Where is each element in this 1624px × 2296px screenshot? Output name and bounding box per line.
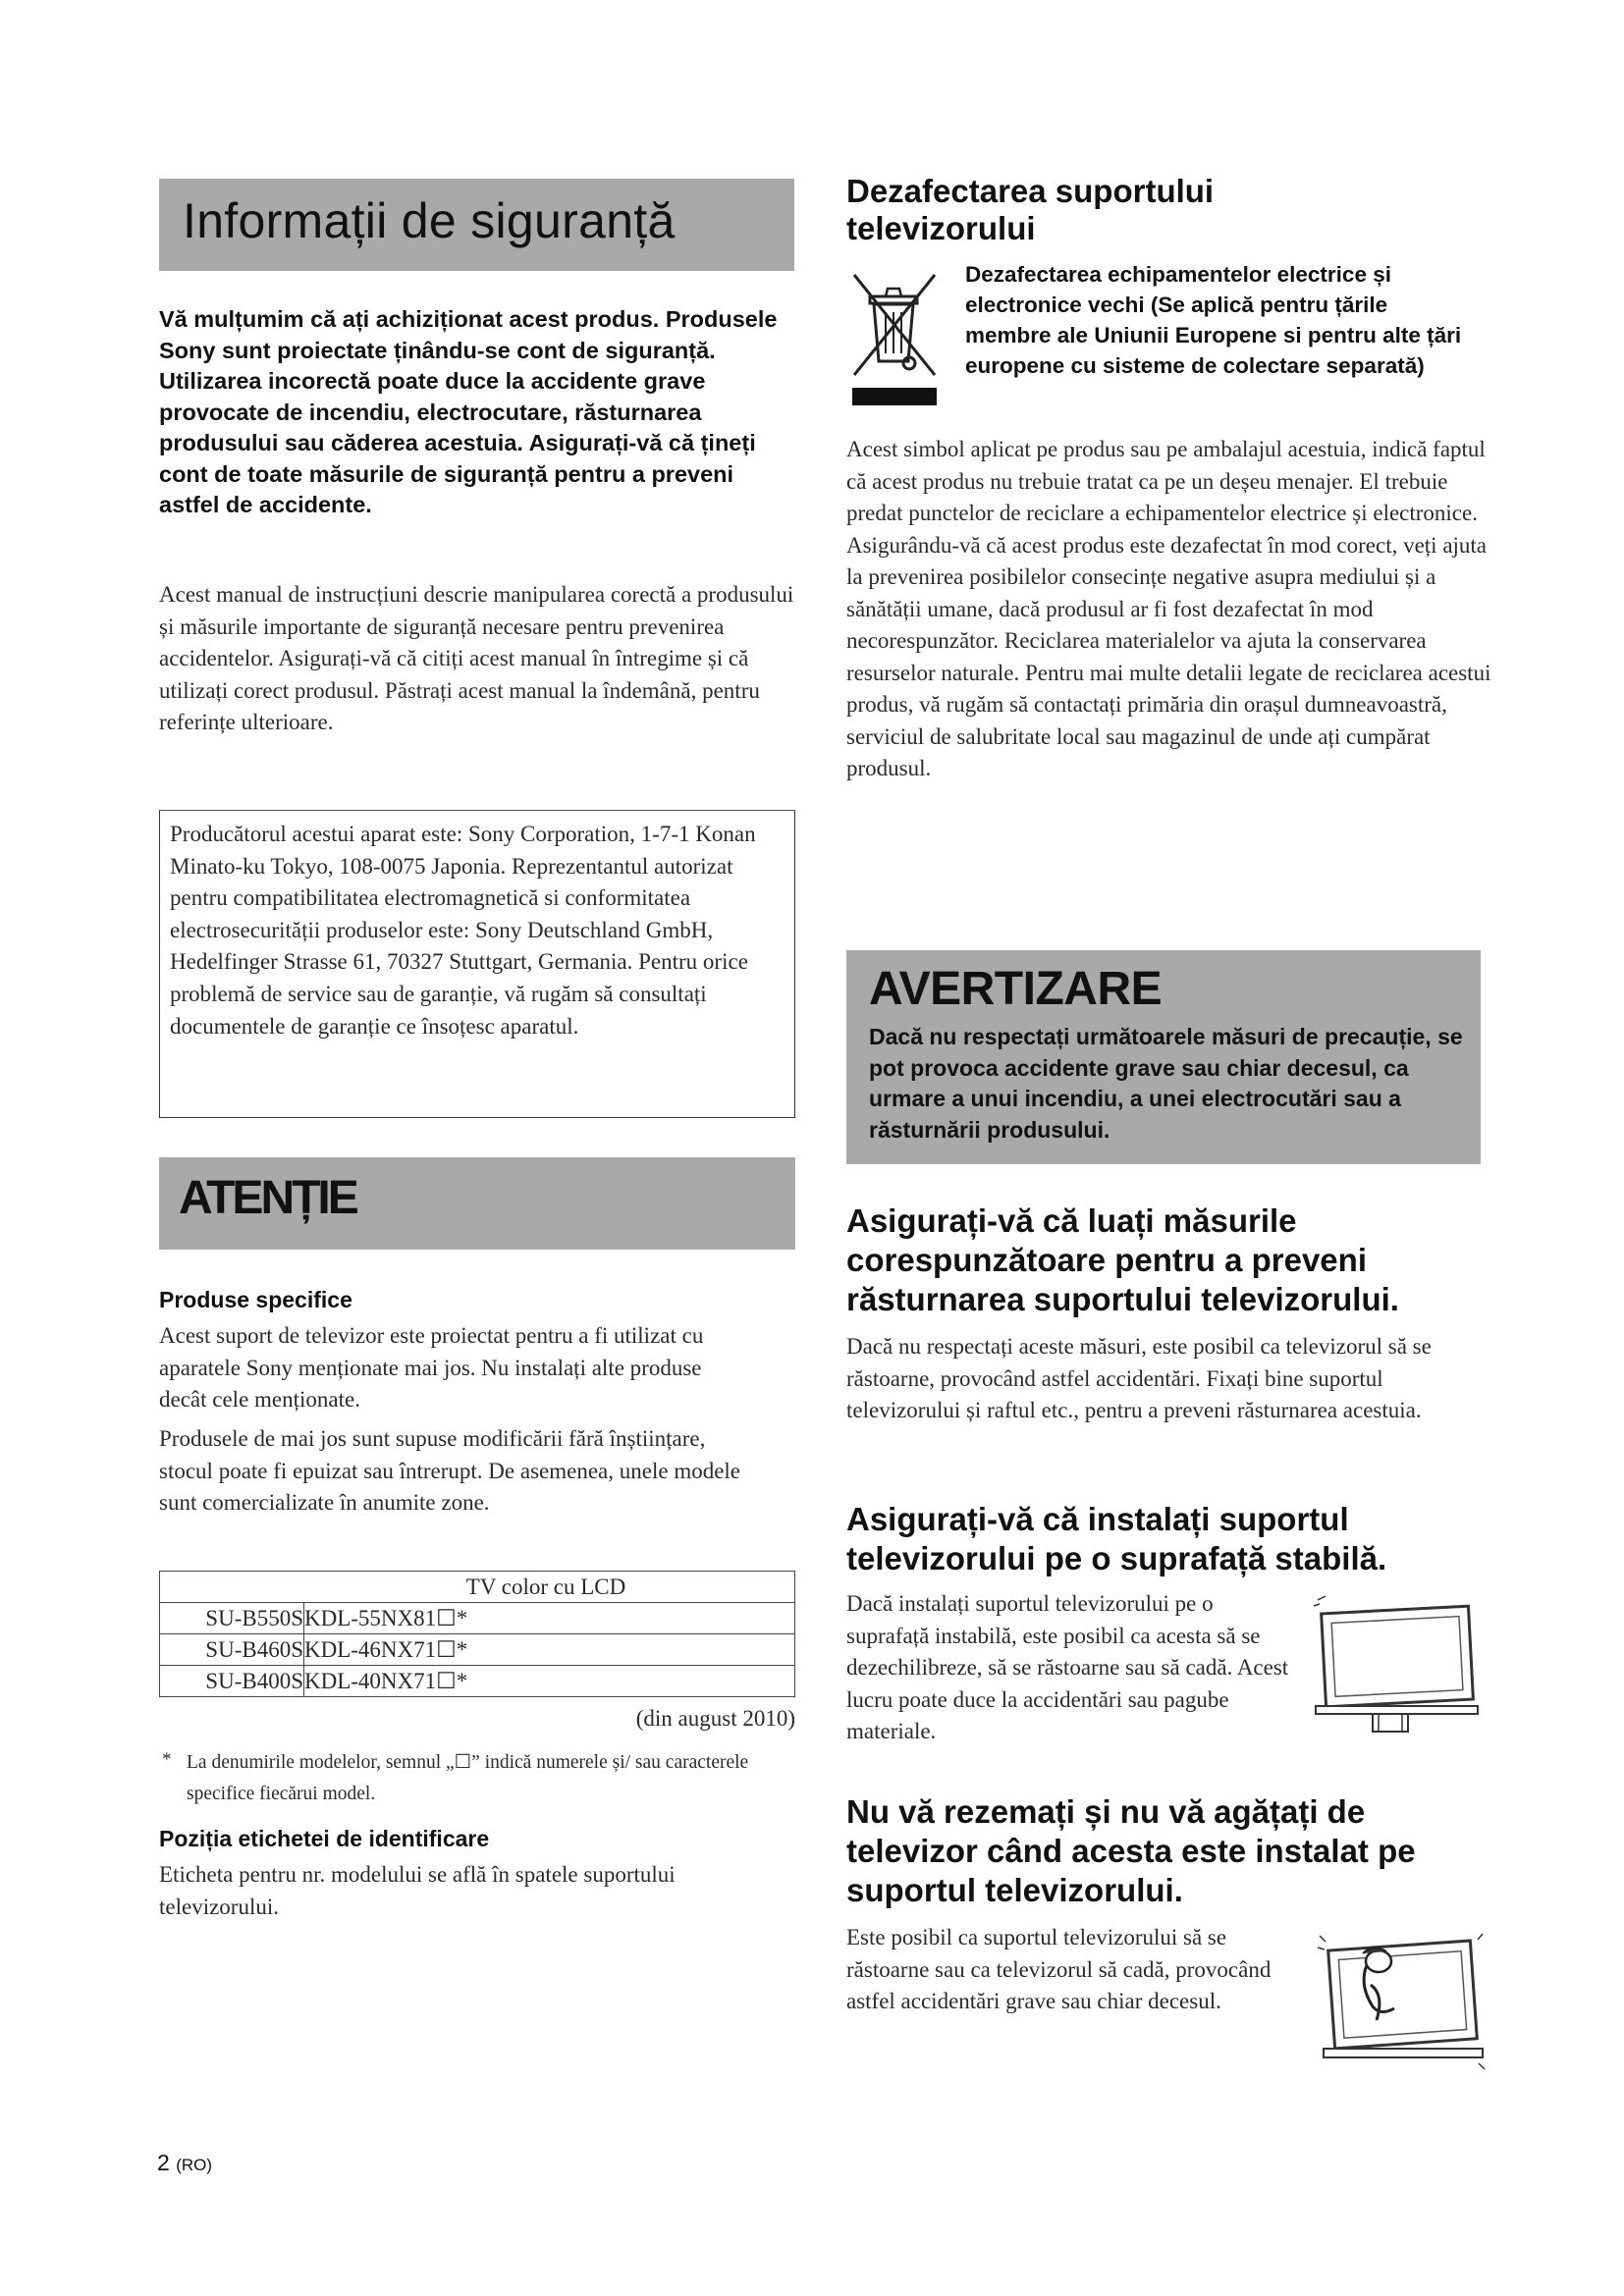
table-date-note: (din august 2010): [635, 1706, 795, 1731]
disposal-paragraph: Acest simbol aplicat pe produs sau pe ambalajul acestuia, indică faptul că acest produs nu trebuie tratat ca pe un deșeu menajer. El trebuie predat punctelor de reciclare a echipamentelor electrice și electronice. Asigurându-vă că acest produs este dezafectat în mod corect, veți ajuta la prevenirea posibilelor consecințe negative asupra mediului și a sănătății umane, dacă produsul ar fi fost dezafectat în mod necorespunzător. Reciclarea materialelor va ajuta la conservarea resurselor naturale. Pentru mai multe detalii legate de reciclarea acestui produs, vă rugăm să contactați primăria din orașul dumneavoastră, serviciul de salubritate local sau magazinul de unde ați cumpărat produsul.: [846, 437, 1491, 780]
footnote-text: La denumirile modelelor, semnul „☐” indică numerele și/ sau caracterele specifice fiecărui model.: [187, 1752, 749, 1804]
footnote-mark: *: [162, 1749, 172, 1770]
crossed-bin-icon: [846, 265, 941, 412]
table-header-row: [160, 1572, 795, 1603]
tipping-paragraph: Dacă nu respectați aceste măsuri, este posibil ca televizorul să se răstoarne, provocând astfel accidentări. Fixați bine suportul televizorului și raftul etc., pentru a preveni răsturnarea acestuia.: [846, 1334, 1432, 1422]
tv-model: KDL-40NX71☐*: [304, 1666, 795, 1697]
produse-paragraph-2: Produsele de mai jos sunt supuse modificării fără înștiințare, stocul poate fi epuizat sau întrerupt. De asemenea, unele modele sunt comercializate în anumite zone.: [159, 1426, 741, 1515]
stable-surface-heading: Asigurați-vă că instalați suportul televizorului pe o suprafață stabilă.: [846, 1501, 1387, 1576]
pozitia-heading: Poziția etichetei de identificare: [159, 1826, 490, 1851]
stand-model: SU-B460S: [160, 1634, 304, 1666]
stand-model: SU-B400S: [160, 1666, 304, 1697]
warning-banner: [846, 950, 1481, 1164]
atentie-banner: [159, 1157, 795, 1250]
pozitia-paragraph: Eticheta pentru nr. modelului se află în spatele suportului televizorului.: [159, 1862, 676, 1919]
no-leaning-paragraph: Este posibil ca suportul televizorului să se răstoarne sau ca televizorul să cadă, provocând astfel accidentări grave sau chiar decesul.: [846, 1925, 1272, 2013]
warning-text: Dacă nu respectați următoarele măsuri de precauție, se pot provoca accidente grave sau chiar decesul, ca urmare a unui incendiu, a unei electrocutări sau a răsturnării produsului.: [869, 1024, 1463, 1143]
tv-model: KDL-46NX71☐*: [304, 1634, 795, 1666]
tv-unstable-illustration: [1306, 1592, 1483, 1735]
page-title: Informații de siguranță: [183, 193, 676, 248]
table-row: [160, 1634, 795, 1666]
stand-model: SU-B550S: [160, 1603, 304, 1634]
tv-model: KDL-55NX81☐*: [304, 1603, 795, 1634]
table-row: [160, 1666, 795, 1697]
weee-heading: Dezafectarea echipamentelor electrice și electronice vechi (Se aplică pentru țările membre ale Uniunii Europene si pentru alte țări europene cu sisteme de colectare separată): [965, 262, 1462, 378]
person-hanging-illustration: [1316, 1926, 1488, 2073]
atentie-title: ATENȚIE: [179, 1172, 356, 1224]
produse-heading: Produse specifice: [159, 1287, 352, 1312]
produse-paragraph-1: Acest suport de televizor este proiectat pentru a fi utilizat cu aparatele Sony menționate mai jos. Nu instalați alte produse decât cele menționate.: [159, 1323, 704, 1412]
title-banner: [159, 179, 794, 271]
table-header: TV color cu LCD: [160, 1572, 795, 1603]
intro-bold-paragraph: Vă mulțumim că ați achiziționat acest produs. Produsele Sony sunt proiectate ținându-se cont de siguranță. Utilizarea incorectă poate duce la accidente grave provocate de incendiu, electrocutare, răsturnarea produsului sau căderea acestuia. Asigurați-vă că țineți cont de toate măsurile de siguranță pentru a preveni astfel de accidente.: [159, 306, 778, 517]
no-leaning-heading: Nu vă rezemați și nu vă agățați de televizor când acesta este instalat pe suportul televizorului.: [846, 1793, 1416, 1908]
stable-surface-paragraph: Dacă instalați suportul televizorului pe o suprafață instabilă, este posibil ca acesta să se dezechilibreze, să se răstoarne sau să cadă. Acest lucru poate duce la accidentări sau pagube materiale.: [846, 1591, 1289, 1743]
table-row: [160, 1603, 795, 1634]
manufacturer-text: Producătorul acestui aparat este: Sony Corporation, 1-7-1 Konan Minato-ku Tokyo, 108-0075 Japonia. Reprezentantul autorizat pentru compatibilitatea electromagnetică si conformitatea electrosecurității produselor este: Sony Deutschland GmbH, Hedelfinger Strasse 61, 70327 Stuttgart, Germania. Pentru orice problemă de service sau de garanție, vă rugăm să consultați documentele de garanție ce însoțesc aparatul.: [170, 822, 756, 1039]
disposal-heading: Dezafectarea suportului televizorului: [846, 173, 1215, 246]
page-number: [157, 2150, 212, 2176]
tipping-heading: Asigurați-vă că luați măsurile corespunzătoare pentru a preveni răsturnarea suportului televizorului.: [846, 1202, 1399, 1317]
page-language: (RO): [176, 2156, 213, 2174]
models-table: [159, 1571, 795, 1697]
manufacturer-box: [159, 810, 795, 1118]
warning-title: AVERTIZARE: [869, 963, 1163, 1015]
manual-paragraph: Acest manual de instrucțiuni descrie manipularea corectă a produsului și măsurile importante de siguranță necesare pentru prevenirea accidentelor. Asigurați-vă că citiți acest manual în întregime și că utilizați corect produsul. Păstrați acest manual la îndemână, pentru referințe ulterioare.: [159, 582, 794, 734]
page-number-value: 2: [157, 2150, 170, 2175]
